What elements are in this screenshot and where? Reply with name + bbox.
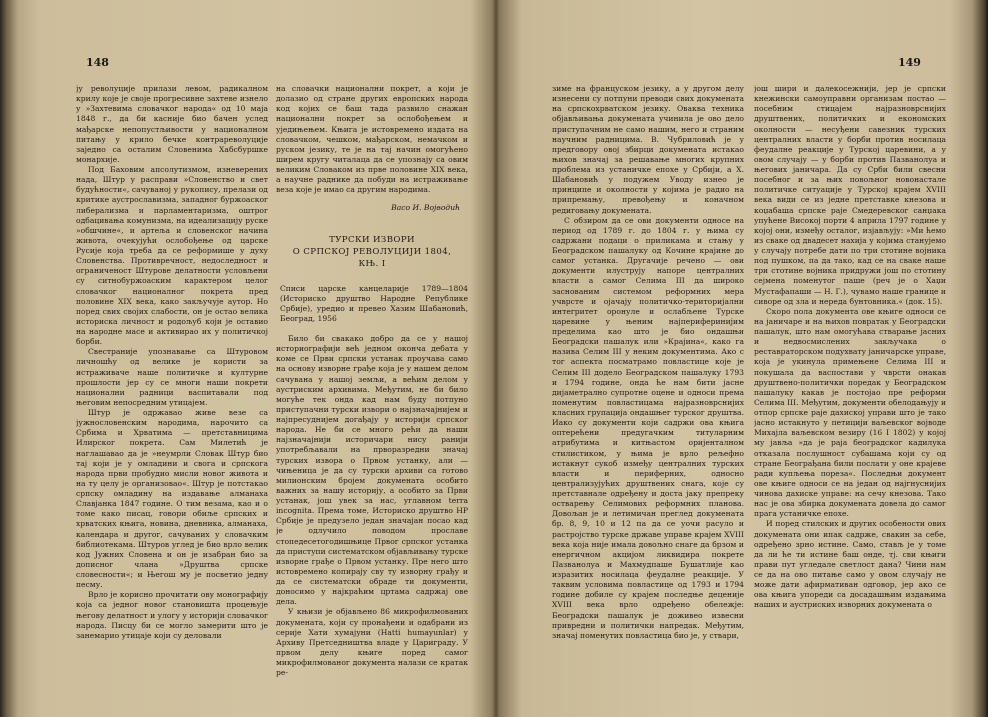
- paragraph: И поред стилских и других особености ових докумената они ипак садрже, свакин за себе, одређено зрно истине. Само, стављ је у томе да ли ће ти истине баш онде, тј. сви књиги прави пут угледале светлост дана? Чини нам се да на ово питање само у овом случају не може дати афирмативан одговор, јер ако се ова књига упореди са досадашњим издањима наших и аустриских изворних докумената о: [754, 519, 946, 610]
- page-number-right: 149: [898, 56, 921, 69]
- review-signature: Васо И. Војводић: [391, 203, 460, 213]
- page-number-left: 148: [86, 56, 109, 69]
- paragraph: Штур је одржавао живе везе са јужнословенским народима, нарочито са Србима и Хрватима — претставницима Илирског покрета. Сам Милетић је наглашавао да је »неумрли Словак Штур био тај који је у омладини и свога и српскога народа први пробудио мисли новог живота и на ту целу је организовао«. Штур је потстакао српску омладину на издавање алманаха Славјанка 1847 године. О тим везама, као и о томе како писац, говори обиље српских и хрватских књига, новина, дневника, алманаха, календара и другог, сачуваних у словачким библиотекама. Штуров углед је био врло велик код Јужних Словена и он је изабран био за дописног члана »Друштва српске словесности«; и Његош му је посветио једну песму.: [76, 408, 268, 590]
- paragraph: Врло је корисно прочитати ову монографију која са једног новог становишта процењује његову делатност и улогу у историји словачког народа. Писцу би се могло замерити што је занемарио утицаје који су деловали: [76, 590, 268, 640]
- paragraph: Под Баховим апсолутизмом, изневерених нада, Штур у расправи »Словенство и свет будућности«, сачуваној у рукопису, прелази од критике аустрославизма, западног буржоаског либерализма и парламентаризма, оштрог одбацивања комунизма, на идеализацију руске »обшчине«, и артеља и словенског начина живота, очекујући ослобођење од царске Русије која треба да се реформише у духу Словенства. Противречност, недоследност и ограниченост Штурове делатности условљени су ситнобуржоаским карактером целог словачког националног покрета пред половине XIX века, како закључује аутор. Но поред свих својих слабости, он је остао велика историска личност и родољуб који је оставио на народне масе и активирао их у политичкој борби.: [76, 165, 268, 347]
- article-heading: [276, 234, 468, 270]
- right-page: [508, 0, 970, 717]
- left-column-2: [276, 84, 468, 678]
- right-column-1: [552, 84, 744, 641]
- paragraph: ју револуције прилази левом, радикалном крилу које је своје прогресивне захтеве изнело у »Захтевима словачког народа« од 10 маја 1848 г., да би касније био бачен услед мађарске непопустљивости у националном питању у крило бечке контрареволуције заједно са осталим Словенима Хабсбуршке монархије.: [76, 84, 268, 164]
- heading-line-3: КЊ. I: [358, 258, 386, 269]
- paragraph: Скоро пола документа ове књиге односи се на јаничаре и на њихов повратак у Београдски пашалук, што нам омогућава стварање јасних и недвосмислених закључака о реставраторском подухвату јаничарске управе, која је укинула примењене Селима III и покушала да васпостави у чврсти онакав друштвено-политички поредак у Београдском пашалуку какав је постојао пре реформи Селима III. Међутим, документи обелодањују и отпор српске раје дахиској управи што је тако јасно истакнуто у петицији ваљевског војводе Михајла ваљевском везиру (16 I 1802) у којој му јавља »да је раја београдског кадилука отказала послушност субашама који су од стране Београђана били послати у оне крајеве ради купљења пореза«. Последњи документ ове књиге односи се на један од најгнуснијих чинова дахиске управе: на сечу кнезова. Тако нас је ова збирка докумената довела до самог прага устаничке епохе.: [754, 306, 946, 519]
- paragraph: још шири и далекосежнији, јер је српски кнежински самоуправни организам постао — посебним стицајем најразноврснијих друштвених, политичких и економских околности — несуђени савезник турских централних власти у борби против носилаца феудалне реакције у Турској царевини, а у овом случају — у борби против Пазванолуа и његових јаничара. Да су Срби били свесни посебног и за њих повољног новонастале политичке ситуације у Турској крајем XVIII века види се из једне претставке кнезова и коџабаша српске раје Смедеревског санџака упућене Високој порти 4 априла 1797 године у којој они, између осталог, изјављују: »Ми ћемо из сваке од двадесет нахија у којима станујемо у случају потребе дати по три стотине војника под пушком, па да тако, кад се на сваке наше три стотине војника придружи још по стотину сејмена поменутог паше (реч је о Хаџи Мустафапаши — Н. Г.), чувамо наше границе и сиворе од зла и нереда бунтовника.« (док. 15).: [754, 84, 946, 306]
- bibliography-entry: Списи царске канцеларије 1789—1804 (Историско друштво Народне Републике Србије), уредио и превео Хазим Шабановић, Београд, 1956: [280, 283, 468, 323]
- paragraph: зиме на француском језику, а у другом делу изнесени су потпуни преводи свих докумената на српскохрватском језику. Оваква техника објављивања докумената учинила је ово дело приступачним не само нашим, него и страним научним радницима. В. Чубриловић је у предговору овој збирци докумената истакао њихов значај за решавање многих крупних проблема из устаничке епохе у Србији, а Х. Шабановић у подужем Уводу изнео је принципе и околности у којима је радио на припремању, превођењу и коначном редиговању докумената.: [552, 84, 744, 215]
- paragraph: Свестраније упознавање са Штуровом личношћу од велике је користи за истраживаче наше политичке и културне прошлости јер су се многи наши покрети национални радници васпитавали под његовим непосредним утицајем.: [76, 347, 268, 407]
- paragraph: С обзиром да се ови документи односе на период од 1789 г. до 1804 г. у њима су садржани подаци о приликама и стању у Београдском пашалуку од Кочине крајине до самог устанка. Другачије речено — ови документи илуструју напоре централних власти а самог Селима III да широко заснованим системом реформних мера учврсте и ојачају политичко-територијални интегритет оронуле и ослабљене Турске царевине у њеним најпериферинијим пределима као што је био ондашњи Београдски пашалук или »Крајина«, како га назива Селим III у неким документима. Ако с тог аспекта посматрамо повластице које је Селим III додело Београдском пашалуку 1793 и 1794 године, онда ће нам бити јасне дијаметрално супротне оцене и односи према поменутим повластицама најразноврснијих класних групација ондашњег турског друштва. Иако су документи који садржи ова књига оптерећени предугачким титуларним атрибутима и китњастом оријенталном стилистиком, у њима је врло рељефно истакнут сукоб између централних турских власти и периферних, односно централизујућих друштвених снага, које су претставнале одређену и доста јаку препреку остварењу Селимових реформних планова. Довољан је и летимичан преглед докумената бр. 8, 9, 10 и 12 па да се уочи расуло и растројство турске државе управе крајем XVIII века која није имала довољно снаге да брзом и енергичном акцијом ликвидира покрете Пазванолуа и Махмудпаше Бушатлије као изразитих носилаца феудалне реакције. У таквим условима повластице од 1793 и 1794 године добиле су крајем последње деценије XVIII века врло одређено обележје: Београдски пашалук је доживео извесни привредни и политички напредак. Међутим, значај поменутих повластица био је, у ствари,: [552, 215, 744, 640]
- heading-line-2: О СРПСКОЈ РЕВОЛУЦИЈИ 1804,: [292, 246, 452, 257]
- paragraph: У књизи је објављено 86 микрофилмованих докумената, који су пронађени и одабрани из серије Хати хумајуни (Hatti humayunlar) у Архиву Претседништва владе у Цариграду. У првом делу књиге поред самог микрофилмованог документа налази се кратак ре-: [276, 607, 468, 678]
- left-column-1: [76, 84, 268, 641]
- heading-line-1: ТУРСКИ ИЗВОРИ: [329, 234, 415, 245]
- paragraph: Било би свакако добро да се у нашој историографији већ једном оконча дебата у коме се Први српски устанак проучава само на основу изворне грађе која је у нашем делом сачувана у нашој земљи, а већим делом у аустриским архивима. Међутим, не би било могуће тек онда кад нам буду потпуно приступачни турски извори о најзначајнијем и најпресуднијем догађају у историји српског народа. Не би се много рећи да наши најзначајнији историчари нису ранији употребљавали на прворазредни значај турских извора о Првом устанку, али — чињеница је да су турски архиви са готово милионским бројем докумената особито важних за нашу историју, а особито за Први устанак, још увек за нас, углавном terra incognita. Према томе, Историско друштво НР Србије је предузело један значајан посао кад је одлучило поводом прославе стопедесетогодишњице Првог српског устанка да приступи систематском објављивању турске изворне грађе о Првом устанку. Пре него што истовремено копирају сву ту изворну грађу и да се систематски обраде ти документи, доносимо у најкраћим цртама садржај ове дела.: [276, 334, 468, 607]
- right-column-2: [754, 84, 946, 611]
- paragraph: на словачки национални покрет, а који је долазио од стране других европских народа код којих се баш тада развило снажан национални покрет за ослобођењем и уједињењем. Књига је истовремено издата на словачком, чешком, мађарском, немачком и руском језику, те је на тај начин омогућено ширем кругу читалаца да се упознају са овим великим Словаком из прве половине XIX века, а научне раднике да побуди на истраживање веза које је имао са другим народима.: [276, 84, 468, 195]
- left-page: [18, 0, 486, 717]
